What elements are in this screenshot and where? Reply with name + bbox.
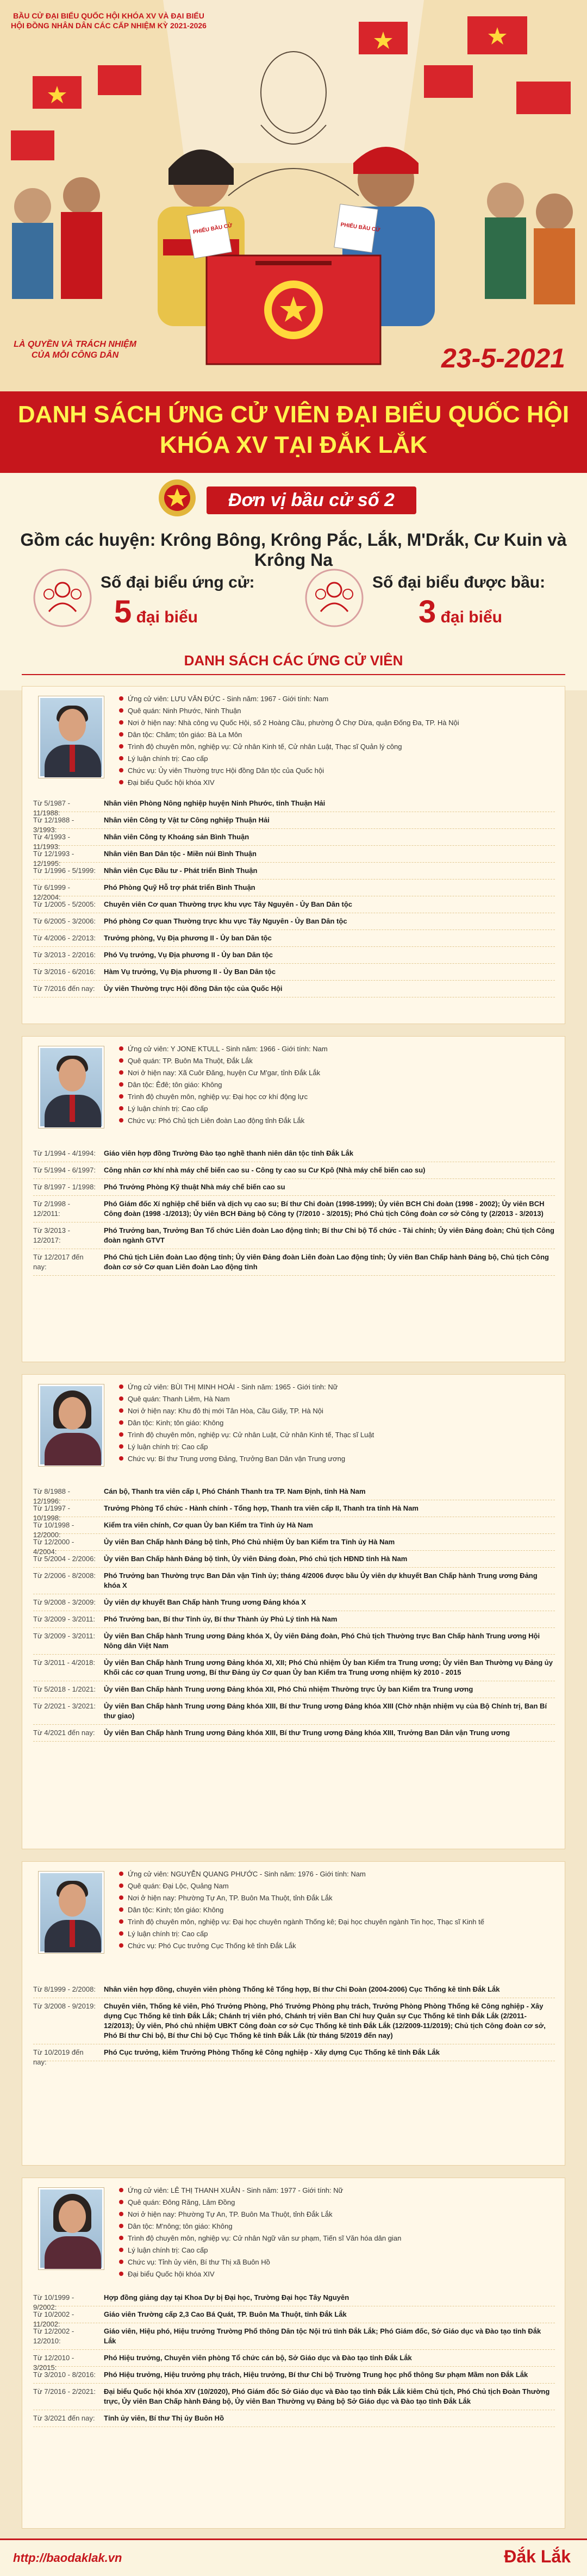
career-desc: Nhân viên hợp đồng, chuyên viên phòng Thống kê Tổng hợp, Bí thư Chi Đoàn (2004-2006) Cục Thống kê tỉnh Đắk Lắk xyxy=(104,1985,500,1993)
info-row: Quê quán: Đông Răng, Lâm Đồng xyxy=(119,2197,554,2209)
career-period: Từ 12/1993 - 12/1995: xyxy=(33,850,74,868)
career-entry xyxy=(33,795,555,817)
career-period: Từ 8/1997 - 1/1998: xyxy=(33,1183,96,1191)
career-period: Từ 3/2008 - 9/2019: xyxy=(33,2002,96,2010)
career-desc: Nhân viên Công ty Vật tư Công nghiệp Thuận Hải xyxy=(104,816,270,824)
career-desc: Ủy viên Ban Chấp hành Trung ương Đảng khóa XIII, Bí thư Trung ương Đảng khóa XIII, Trưởng Ban Dân vận Trung ương xyxy=(104,1729,510,1737)
career-entry xyxy=(33,1568,555,1594)
career-entry xyxy=(33,863,555,880)
info-row: Trình độ chuyên môn, nghiệp vụ: Đại học cơ khí động lực xyxy=(119,1091,554,1103)
career-entry xyxy=(33,880,555,901)
career-period: Từ 1/1997 - 10/1998: xyxy=(33,1504,70,1522)
career-entry xyxy=(33,1196,555,1222)
career-period: Từ 5/2018 - 1/2021: xyxy=(33,1685,96,1693)
career-desc: Phó Hiệu trưởng, Chuyên viên phòng Tổ chức cán bộ, Sở Giáo dục và Đào tạo tỉnh Đắk Lắk xyxy=(104,2354,412,2362)
career-entry xyxy=(33,981,555,997)
info-row: Chức vụ: Ủy viên Thường trực Hội đồng Dân tộc của Quốc hội xyxy=(119,765,554,777)
career-period: Từ 2/2021 - 3/2021: xyxy=(33,1702,96,1710)
career-desc: Hàm Vụ trưởng, Vụ Địa phương II - Ủy Ban Dân tộc xyxy=(104,968,276,976)
career-period: Từ 10/2019 đến nay: xyxy=(33,2048,84,2066)
career-entry xyxy=(33,2350,555,2372)
info-row: Lý luận chính trị: Cao cấp xyxy=(119,753,554,765)
info-row: Lý luận chính trị: Cao cấp xyxy=(119,1103,554,1115)
career-period: Từ 10/2002 - 11/2002: xyxy=(33,2310,74,2328)
career-period: Từ 12/1988 - 3/1993: xyxy=(33,816,74,834)
unit-title: Đơn vị bầu cử số 2 xyxy=(207,486,416,514)
career-entry xyxy=(33,1500,555,1522)
career-entry xyxy=(33,2306,555,2328)
career-period: Từ 12/2000 - 4/2004: xyxy=(33,1538,74,1556)
career-entry xyxy=(33,2367,555,2384)
info-row: Quê quán: TP. Buôn Ma Thuột, Đắk Lắk xyxy=(119,1055,554,1067)
career-period: Từ 3/2010 - 8/2016: xyxy=(33,2371,96,2379)
career-desc: Công nhân cơ khí nhà máy chế biến cao su - Công ty cao su Cư Kpô (Nhà máy chế biến cao su) xyxy=(104,1166,426,1174)
candidate-info xyxy=(119,1868,554,1952)
career-desc: Ủy viên Thường trực Hội đồng Dân tộc của Quốc Hội xyxy=(104,984,283,993)
career-desc: Ủy viên Ban Chấp hành Trung ương Đảng khóa X, Ủy viên Đảng đoàn, Phó Chủ tịch Thường trực Ban Chấp hành Trung ương Hội Nông dân Việt Nam xyxy=(104,1632,540,1650)
candidate-card xyxy=(22,1861,565,2166)
career-history xyxy=(33,1981,555,2066)
career-period: Từ 3/2013 - 2/2016: xyxy=(33,951,96,959)
info-row: Quê quán: Đại Lộc, Quảng Nam xyxy=(119,1880,554,1892)
career-desc: Chuyên viên Cơ quan Thường trực khu vực Tây Nguyên - Ủy Ban Dân tộc xyxy=(104,900,353,908)
career-desc: Nhân viên Công ty Khoáng sản Bình Thuận xyxy=(104,833,249,841)
career-period: Từ 10/1998 - 12/2000: xyxy=(33,1521,74,1539)
career-period: Từ 4/2006 - 2/2013: xyxy=(33,934,96,942)
candidates-list-title: DANH SÁCH CÁC ỨNG CỬ VIÊN xyxy=(184,652,403,669)
candidate-info xyxy=(119,2185,554,2280)
career-period: Từ 4/2021 đến nay: xyxy=(33,1729,95,1737)
ballot-box xyxy=(207,255,380,364)
career-entry xyxy=(33,1725,555,1742)
career-desc: Nhân viên Phòng Nông nghiệp huyện Ninh Phước, tỉnh Thuận Hải xyxy=(104,799,326,807)
career-period: Từ 7/2016 đến nay: xyxy=(33,984,95,993)
footer xyxy=(0,2538,587,2576)
career-entry xyxy=(33,1517,555,1539)
career-entry xyxy=(33,913,555,930)
elected-unit: đại biểu xyxy=(440,608,502,626)
career-entry xyxy=(33,1145,555,1162)
career-desc: Phó Trưởng ban, Trưởng Ban Tổ chức Liên đoàn Lao động tỉnh; Bí thư Chi bộ Tổ chức - Tài chính; Ủy viên Đảng đoàn; Chủ tịch Công đoàn ngành GTVT xyxy=(104,1226,554,1244)
career-entry xyxy=(33,829,555,851)
elected-group-icon xyxy=(304,568,364,628)
career-entry xyxy=(33,2384,555,2410)
career-period: Từ 10/1999 - 9/2002: xyxy=(33,2293,74,2311)
candidate-photo xyxy=(39,2188,104,2269)
election-date: 23-5-2021 xyxy=(441,343,565,373)
career-entry xyxy=(33,1483,555,1505)
candidate-photo xyxy=(39,1046,104,1128)
info-row: Ứng cử viên: NGUYỄN QUANG PHƯỚC - Sinh năm: 1976 - Giới tính: Nam xyxy=(119,1868,554,1880)
career-desc: Phó Vụ trưởng, Vụ Địa phương II - Ủy ban Dân tộc xyxy=(104,951,273,959)
hero-illustration xyxy=(0,0,587,391)
career-period: Từ 7/2016 - 2/2021: xyxy=(33,2387,96,2396)
career-entry xyxy=(33,1628,555,1655)
info-row: Nơi ở hiện nay: Phường Tự An, TP. Buôn Ma Thuột, tỉnh Đắk Lắk xyxy=(119,2209,554,2221)
career-desc: Hợp đồng giảng dạy tại Khoa Dự bị Đại học, Trường Đại học Tây Nguyên xyxy=(104,2293,349,2301)
info-row: Lý luận chính trị: Cao cấp xyxy=(119,1441,554,1453)
info-row: Nơi ở hiện nay: Nhà công vụ Quốc Hội, số 2 Hoàng Cầu, phường Ô Chợ Dừa, quận Đống Đa, TP. Hà Nội xyxy=(119,717,554,729)
info-row: Đại biểu Quốc hội khóa XIV xyxy=(119,2268,554,2280)
footer-url-link[interactable]: http://baodaklak.vn xyxy=(13,2551,122,2565)
info-row: Dân tộc: Kinh; tôn giáo: Không xyxy=(119,1904,554,1916)
career-entry xyxy=(33,2323,555,2350)
career-desc: Chuyên viên, Thống kê viên, Phó Trưởng Phòng, Phó Trưởng Phòng phụ trách, Trưởng Phòng Phòng Thống kê Công nghiệp - Xây dựng Cục Thống kê tỉnh Đắk Lắk; Chánh trị viên phó, Chánh trị viên Ban Chỉ huy Quân sự Cục Thống kê tỉnh Đắk Lắk (2/2011-12/2013); Ủy viên, Phó chủ nhiệm UBKT Công đoàn cơ sở Cục Thống kê tỉnh Đắk Lắk (12/2009-11/2019); Chủ tịch Công đoàn cơ sở, Phó Bí thư Chi bộ, Bí thư Chi bộ Cục Thống kê tỉnh Đắk Lắk (từ tháng 5/2019 đến nay) xyxy=(104,2002,546,2039)
career-period: Từ 5/2004 - 2/2006: xyxy=(33,1555,96,1563)
info-row: Dân tộc: M'nông; tôn giáo: Không xyxy=(119,2221,554,2232)
candidate-info xyxy=(119,693,554,789)
career-desc: Giáo viên, Hiệu phó, Hiệu trưởng Trường Phổ thông Dân tộc Nội trú tỉnh Đắk Lắk; Phó Giám đốc, Sở Giáo dục và Đào tạo tỉnh Đắk Lắk xyxy=(104,2327,541,2345)
career-desc: Ủy viên Ban Chấp hành Trung ương Đảng khóa XII, Phó Chủ nhiệm Thường trực Ủy ban Kiểm tra Trung ương xyxy=(104,1685,473,1693)
career-entry xyxy=(33,1249,555,1276)
career-period: Từ 8/1988 - 12/1996: xyxy=(33,1487,70,1505)
info-row: Ứng cử viên: LÊ THỊ THANH XUÂN - Sinh năm: 1977 - Giới tính: Nữ xyxy=(119,2185,554,2197)
career-desc: Phó Trưởng ban, Bí thư Tỉnh ủy, Bí thư Thành ủy Phủ Lý tỉnh Hà Nam xyxy=(104,1615,338,1623)
career-desc: Trưởng phòng, Vụ Địa phương II - Ủy ban Dân tộc xyxy=(104,934,272,942)
hero-artwork xyxy=(0,0,587,391)
career-desc: Trưởng Phòng Tổ chức - Hành chính - Tổng hợp, Thanh tra viên cấp II, Thanh tra tỉnh Hà Nam xyxy=(104,1504,419,1512)
candidate-photo xyxy=(39,1384,104,1466)
career-entry xyxy=(33,2410,555,2427)
career-entry xyxy=(33,1611,555,1628)
career-entry xyxy=(33,2290,555,2311)
career-desc: Phó Cục trưởng, kiêm Trưởng Phòng Thống kê Công nghiệp - Xây dựng Cục Thống kê tỉnh Đắk Lắk xyxy=(104,2048,440,2056)
career-desc: Ủy viên Ban Chấp hành Đảng bộ tỉnh, Phó Chủ nhiệm Ủy ban Kiểm tra Tỉnh ủy Hà Nam xyxy=(104,1538,395,1546)
career-desc: Ủy viên Ban Chấp hành Trung ương Đảng khóa XIII, Bí thư Trung ương Đảng khóa XIII (Chờ nhận nhiệm vụ của Bộ Chính trị, Ban Bí thư giao) xyxy=(104,1702,547,1720)
info-row: Dân tộc: Chăm; tôn giáo: Bà La Môn xyxy=(119,729,554,741)
career-desc: Phó Trưởng Phòng Kỹ thuật Nhà máy chế biến cao su xyxy=(104,1183,285,1191)
career-period: Từ 3/2013 - 12/2017: xyxy=(33,1226,70,1244)
career-period: Từ 1/2005 - 5/2005: xyxy=(33,900,96,908)
career-desc: Cán bộ, Thanh tra viên cấp I, Phó Chánh Thanh tra TP. Nam Định, tỉnh Hà Nam xyxy=(104,1487,366,1495)
career-period: Từ 12/2017 đến nay: xyxy=(33,1253,84,1271)
career-period: Từ 3/2021 đến nay: xyxy=(33,2414,95,2422)
candidates-count-label: Số đại biểu ứng cử: xyxy=(101,573,255,591)
candidate-photo xyxy=(39,696,104,778)
career-period: Từ 3/2016 - 6/2016: xyxy=(33,968,96,976)
candidate-card xyxy=(22,1374,565,1849)
career-history xyxy=(33,795,555,997)
main-title-banner xyxy=(0,391,587,473)
career-entry xyxy=(33,1551,555,1568)
career-entry xyxy=(33,1594,555,1611)
career-desc: Nhân viên Cục Đầu tư - Phát triển Bình Thuận xyxy=(104,866,258,875)
info-row: Nơi ở hiện nay: Khu đô thị mới Tân Hòa, Cầu Giấy, TP. Hà Nội xyxy=(119,1405,554,1417)
candidates-number: 5 xyxy=(114,594,132,629)
career-period: Từ 5/1987 - 11/1988: xyxy=(33,799,70,817)
career-history xyxy=(33,1483,555,1742)
people-group-icon xyxy=(33,568,92,628)
candidate-card xyxy=(22,686,565,1024)
career-desc: Phó phòng Cơ quan Thường trực khu vực Tây Nguyên - Ủy Ban Dân tộc xyxy=(104,917,347,925)
info-row: Nơi ở hiện nay: Xã Cuôr Đăng, huyện Cư M'gar, tỉnh Đắk Lắk xyxy=(119,1067,554,1079)
info-row: Lý luận chính trị: Cao cấp xyxy=(119,2244,554,2256)
slogan: LÀ QUYỀN VÀ TRÁCH NHIỆM CỦA MỖI CÔNG DÂN xyxy=(14,340,136,360)
career-desc: Ủy viên Ban Chấp hành Đảng bộ tỉnh, Ủy viên Đảng đoàn, Phó chủ tịch HĐND tỉnh Hà Nam xyxy=(104,1555,408,1563)
national-emblem-icon xyxy=(158,478,197,517)
info-row: Dân tộc: Êđê; tôn giáo: Không xyxy=(119,1079,554,1091)
career-desc: Đại biểu Quốc hội khóa XIV (10/2020), Phó Giám đốc Sở Giáo dục và Đào tạo tỉnh Đắk Lắk kiêm Chủ tịch, Phó Chủ tịch Đoàn Thường trực, Ủy viên Ban Chấp hành Đảng bộ, Ủy viên Ban Thường vụ Đảng bộ Sở Giáo dục và Đào tạo tỉnh Đắk Lắk xyxy=(104,2387,550,2405)
divider xyxy=(22,674,565,675)
career-period: Từ 9/2008 - 3/2009: xyxy=(33,1598,96,1606)
career-period: Từ 3/2011 - 4/2018: xyxy=(33,1658,95,1667)
career-desc: Giáo viên hợp đồng Trường Đào tạo nghề thanh niên dân tộc tỉnh Đắk Lắk xyxy=(104,1149,354,1157)
info-row: Trình độ chuyên môn, nghiệp vụ: Cử nhân Ngữ văn sư phạm, Tiến sĩ Văn hóa dân gian xyxy=(119,2232,554,2244)
info-row: Quê quán: Ninh Phước, Ninh Thuận xyxy=(119,705,554,717)
career-entry xyxy=(33,930,555,947)
career-desc: Phó Hiệu trưởng, Hiệu trưởng phụ trách, Hiệu trưởng, Bí thư Chi bộ Trường Trung học phổ thông Sư phạm Mầm non Đắk Lắk xyxy=(104,2371,528,2379)
career-period: Từ 4/1993 - 11/1993: xyxy=(33,833,70,851)
career-entry xyxy=(33,1162,555,1179)
ballot-label-2: PHIẾU BẦU CỬ xyxy=(340,222,380,234)
career-desc: Nhân viên Ban Dân tộc - Miền núi Bình Thuận xyxy=(104,850,257,858)
candidate-info xyxy=(119,1381,554,1465)
info-row: Ứng cử viên: Y JONE KTULL - Sinh năm: 1966 - Giới tính: Nam xyxy=(119,1043,554,1055)
career-history xyxy=(33,2290,555,2427)
elected-count-label: Số đại biểu được bầu: xyxy=(372,573,546,591)
info-row: Trình độ chuyên môn, nghiệp vụ: Cử nhân Kinh tế, Cử nhân Luật, Thạc sĩ Quản lý công xyxy=(119,741,554,753)
career-entry xyxy=(33,1534,555,1556)
career-entry xyxy=(33,1179,555,1196)
career-period: Từ 5/1994 - 6/1997: xyxy=(33,1166,96,1174)
career-entry xyxy=(33,812,555,834)
ballot-label-1: PHIẾU BẦU CỬ xyxy=(192,222,233,236)
career-desc: Ủy viên dự khuyết Ban Chấp hành Trung ương Đảng khóa X xyxy=(104,1598,306,1606)
career-desc: Phó Phòng Quỹ Hỗ trợ phát triển Bình Thuận xyxy=(104,883,255,891)
candidates-unit: đại biểu xyxy=(136,608,198,626)
career-period: Từ 6/2005 - 3/2006: xyxy=(33,917,96,925)
newspaper-logo: Đắk Lắk xyxy=(504,2547,571,2566)
candidates-count xyxy=(114,594,198,630)
career-entry xyxy=(33,1998,555,2044)
info-row: Trình độ chuyên môn, nghiệp vụ: Cử nhân Luật, Cử nhân Kinh tế, Thạc sĩ Luật xyxy=(119,1429,554,1441)
career-period: Từ 1/1996 - 5/1999: xyxy=(33,866,96,875)
career-entry xyxy=(33,1222,555,1249)
career-period: Từ 8/1999 - 2/2008: xyxy=(33,1985,96,1993)
career-desc: Giáo viên Trường cấp 2,3 Cao Bá Quát, TP. Buôn Ma Thuột, tỉnh Đắk Lắk xyxy=(104,2310,347,2318)
career-entry xyxy=(33,1981,555,1998)
career-period: Từ 6/1999 - 12/2004: xyxy=(33,883,70,901)
info-row: Chức vụ: Phó Chủ tịch Liên đoàn Lao động tỉnh Đắk Lắk xyxy=(119,1115,554,1127)
career-desc: Tỉnh ủy viên, Bí thư Thị ủy Buôn Hồ xyxy=(104,2414,224,2422)
career-period: Từ 12/2010 - 3/2015: xyxy=(33,2354,74,2372)
career-desc: Phó Trưởng ban Thường trực Ban Dân vận Tỉnh ủy; tháng 4/2006 được bầu Ủy viên dự khuyết Ban Chấp hành Trung ương Đảng khóa X xyxy=(104,1571,538,1589)
career-entry xyxy=(33,1698,555,1725)
career-period: Từ 3/2009 - 3/2011: xyxy=(33,1615,95,1623)
elected-count xyxy=(419,594,502,630)
career-entry xyxy=(33,896,555,913)
info-row: Chức vụ: Tỉnh ủy viên, Bí thư Thị xã Buôn Hồ xyxy=(119,2256,554,2268)
info-row: Chức vụ: Phó Cục trưởng Cục Thống kê tỉnh Đắk Lắk xyxy=(119,1940,554,1952)
career-period: Từ 2/1998 - 12/2011: xyxy=(33,1200,70,1218)
career-entry xyxy=(33,2044,555,2066)
info-row: Đại biểu Quốc hội khóa XIV xyxy=(119,777,554,789)
career-entry xyxy=(33,846,555,868)
info-row: Nơi ở hiện nay: Phường Tự An, TP. Buôn Ma Thuột, tỉnh Đắk Lắk xyxy=(119,1892,554,1904)
main-title-line-1: DANH SÁCH ỨNG CỬ VIÊN ĐẠI BIỂU QUỐC HỘI xyxy=(17,401,570,428)
career-desc: Phó Giám đốc Xí nghiệp chế biến và dịch vụ cao su; Bí thư Chi đoàn (1998-1999); Ủy viên BCH Chi đoàn (1998 - 2002); Ủy viên BCH Công đoàn (1998 -1/2013); Ủy viên BCH Đảng bộ Công ty (7/2010 - 3/2015); Phó Chủ tịch Công đoàn cơ sở Công ty (2/2013 - 3/2013) xyxy=(104,1200,545,1218)
elected-number: 3 xyxy=(419,594,436,629)
info-row: Dân tộc: Kinh; tôn giáo: Không xyxy=(119,1417,554,1429)
career-desc: Ủy viên Ban Chấp hành Trung ương Đảng khóa XI, XII; Phó Chủ nhiệm Ủy ban Kiểm tra Trung ương; Ủy viên Ban Thường vụ Đảng ủy Khối các cơ quan Trung ương, Bí thư Đảng ủy Cơ quan Ủy ban Kiểm tra Trung ương nhiệm kỳ 2010 - 2015 xyxy=(104,1658,553,1676)
career-history xyxy=(33,1145,555,1276)
career-period: Từ 1/1994 - 4/1994: xyxy=(33,1149,96,1157)
career-period: Từ 3/2009 - 3/2011: xyxy=(33,1632,95,1640)
career-entry xyxy=(33,964,555,981)
candidate-card xyxy=(22,2178,565,2529)
candidate-card xyxy=(22,1036,565,1362)
career-entry xyxy=(33,1655,555,1681)
career-period: Từ 2/2006 - 8/2008: xyxy=(33,1571,96,1580)
info-row: Ứng cử viên: LƯU VĂN ĐỨC - Sinh năm: 1967 - Giới tính: Nam xyxy=(119,693,554,705)
candidate-info xyxy=(119,1043,554,1127)
career-entry xyxy=(33,1681,555,1698)
info-row: Trình độ chuyên môn, nghiệp vụ: Đại học chuyên ngành Thống kê; Đại học chuyên ngành Tin học, Thạc sĩ Kinh tế xyxy=(119,1916,554,1928)
candidate-photo xyxy=(39,1872,104,1953)
career-period: Từ 12/2002 - 12/2010: xyxy=(33,2327,74,2345)
unit-description: Gồm các huyện: Krông Bông, Krông Pắc, Lắk, M'Drắk, Cư Kuin và Krông Na xyxy=(20,530,567,570)
info-row: Ứng cử viên: BÙI THỊ MINH HOÀI - Sinh năm: 1965 - Giới tính: Nữ xyxy=(119,1381,554,1393)
career-entry xyxy=(33,947,555,964)
election-title: BẦU CỬ ĐẠI BIỂU QUỐC HỘI KHÓA XV VÀ ĐẠI BIỂU HỘI ĐỒNG NHÂN DÂN CÁC CẤP NHIỆM KỲ 2021-2026 xyxy=(11,11,207,30)
main-title-line-2: KHÓA XV TẠI ĐẮK LẮK xyxy=(159,432,428,458)
career-desc: Kiểm tra viên chính, Cơ quan Ủy ban Kiểm tra Tỉnh ủy Hà Nam xyxy=(104,1521,313,1529)
info-row: Lý luận chính trị: Cao cấp xyxy=(119,1928,554,1940)
career-desc: Phó Chủ tịch Liên đoàn Lao động tỉnh; Ủy viên Đảng đoàn Liên đoàn Lao động tỉnh; Ủy viên Ban Chấp hành Đảng bộ, Chủ tịch Công đoàn cơ sở Cơ quan Liên đoàn Lao động tỉnh xyxy=(104,1253,549,1271)
info-row: Quê quán: Thanh Liêm, Hà Nam xyxy=(119,1393,554,1405)
info-row: Chức vụ: Bí thư Trung ương Đảng, Trưởng Ban Dân vận Trung ương xyxy=(119,1453,554,1465)
